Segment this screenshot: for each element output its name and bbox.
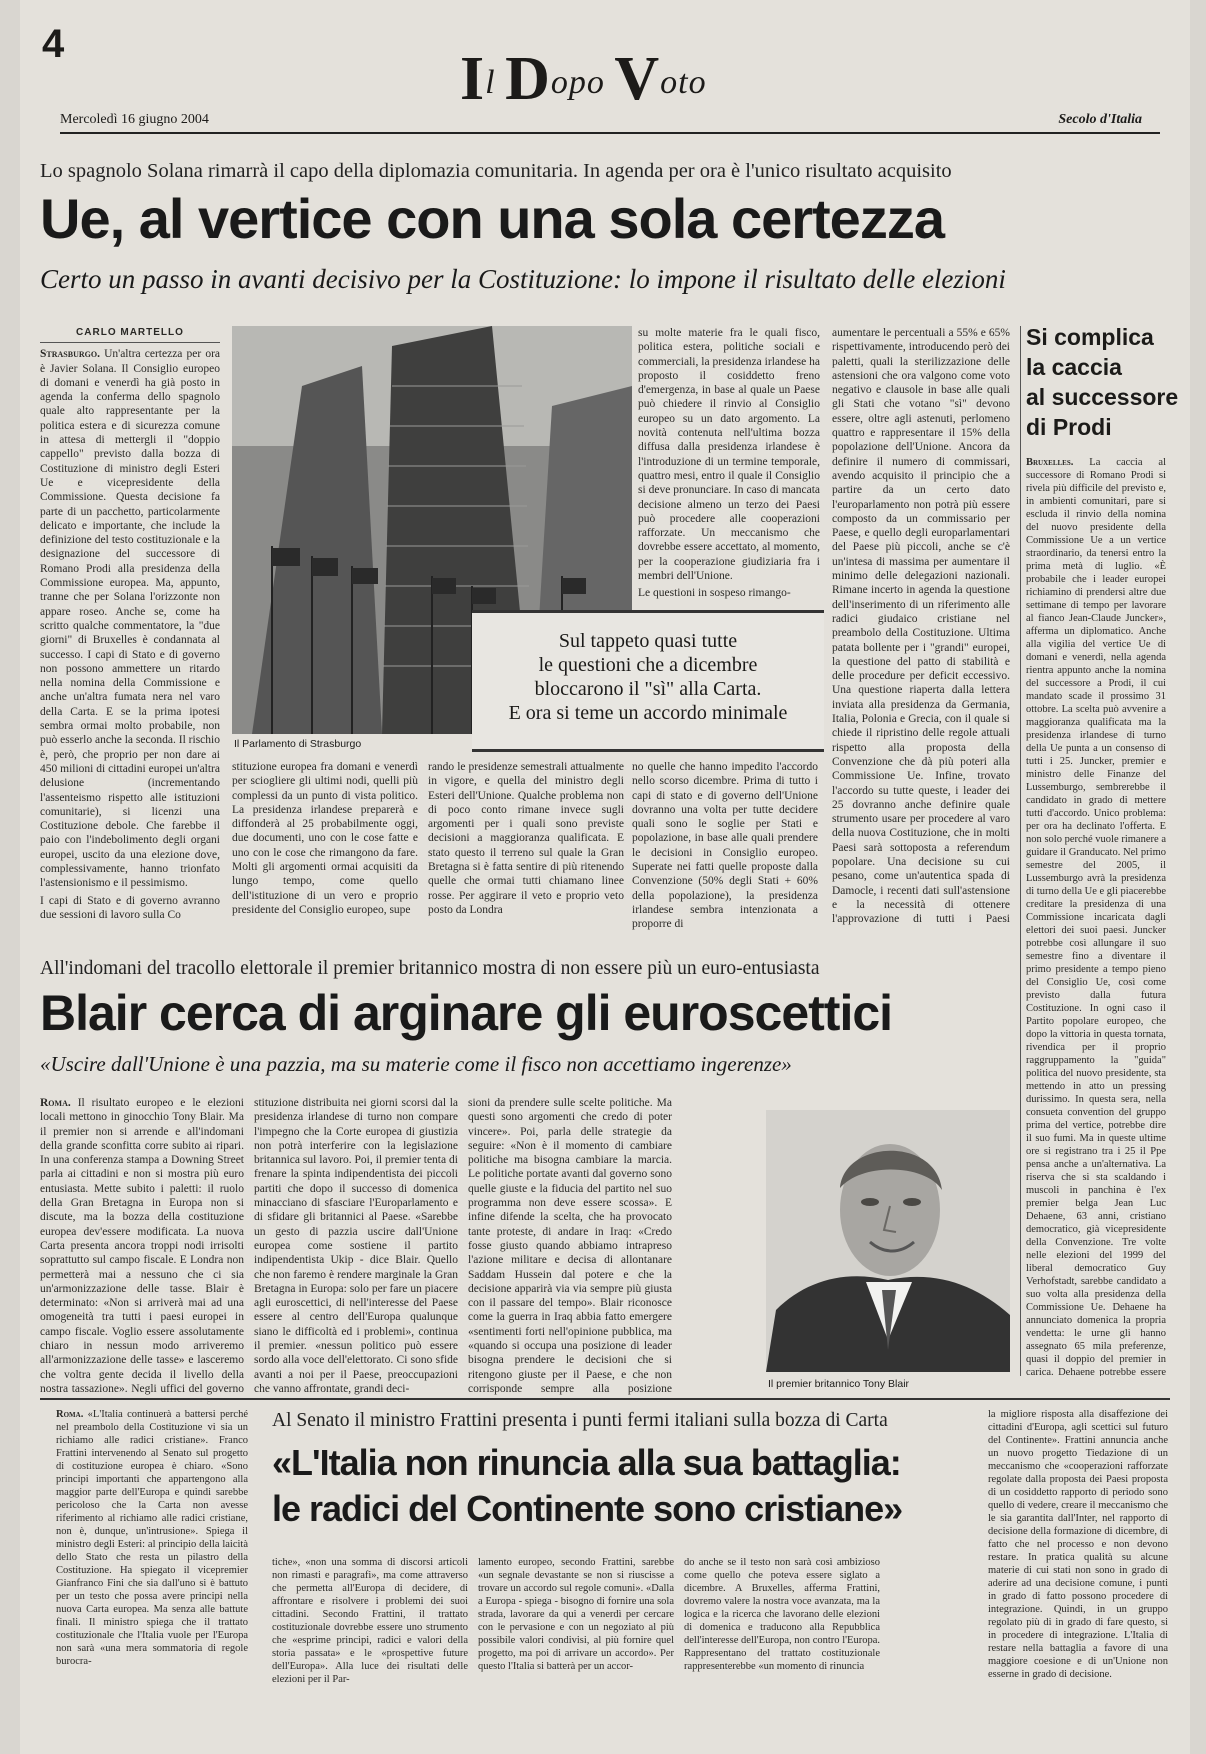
story2-column-1 [40,1096,244,1396]
pull-quote-line-4: E ora si teme un accordo minimale [508,702,788,724]
sidebar-headline [1026,322,1178,442]
story3-column-1 [56,1408,248,1748]
pull-quote-line-2: le questioni che a dicembre [538,654,758,676]
story1-body-2: stituzione europea fra domani e venerdì per sciogliere gli ultimi nodi, quelli più complessi da un punto di vista politico. La presidenza irlandese preparerà e diffonderà al 25 probabilmente oggi, due documenti, uno con le cose fatte e uno con le cose che rimangono da fare. Molti gli argomenti ormai acquisiti da lungo tempo, come quello dell'istituzione di un vero e proprio presidente del Consiglio europeo, supe [232,761,418,916]
page-number: 4 [42,22,65,66]
story2-body-2: stituzione distribuita nei giorni scorsi dal la presidenza irlandese di turno non compare l'impegno che la Corte europea di giustizia non potrà interferire con la legislazione britannica sul lavoro. Poi, il premier tenta di frenare la spinta indipendentista dei piccoli partiti che dopo il successo di domenica minacciano di sfasciare l'Europarlamento e di sfidare gli britannici al Paese. «Sarebbe un gesto di pazzia uscire dall'Unione europea come sostiene il partito indipendentista Ukip - dice Blair. Quello che non faremo è rendere marginale la Gran Bretagna in Europa: solo per fare un piacere agli euroscettici, di nell'interesse del Paese essere al centro dell'Europa qualunque siano le difficoltà ed i problemi», continua il premier. «nessun politico può essere sordo alla voce dell'elettorato. Ci sono sfide avanti a noi per il Paese, preoccupazioni che vanno affrontate, grandi deci- [254,1097,458,1395]
story3-headline-line-1: «L'Italia non rinuncia alla sua battaglia: [272,1442,901,1483]
sidebar-column [1026,456,1166,1376]
sidebar-dateline: Bruxelles. [1026,457,1074,468]
sidebar-headline-line-2: la caccia [1026,354,1122,380]
dateline: Strasburgo. [40,348,100,361]
section-initial-2: D [505,45,551,113]
story1-headline: Ue, al vertice con una sola certezza [40,187,944,250]
story3-column-2 [272,1556,468,1746]
story1-column-4-top [832,326,1010,926]
story1-column-2 [232,760,418,930]
masthead: Secolo d'Italia [1058,112,1142,127]
sidebar-headline-line-1: Si complica [1026,324,1154,350]
story3-column-5 [988,1408,1168,1746]
story1-body-4: no quelle che hanno impedito l'accordo nello scorso dicembre. Prima di tutto i capi di stato e di governo dell'Unione dovranno una volta per tutte decidere quali sono le soglie per Stati e popolazione, in base alle quali prendere le decisioni in Consiglio europeo. Superate nei fatti quelle proposte dalla Convenzione (50% degli Stati + 60% della popolazione), la presidenza irlandese sembra intenzionata a proporre di [632,761,818,930]
section-word-3: oto [660,64,707,101]
story3-column-4 [684,1556,880,1746]
sidebar-headline-line-4: di Prodi [1026,414,1112,440]
story3-body-2: tiche», «non una somma di discorsi articoli non rimasti e paragrafi», ma come attraverso che permetta all'Europa di decidere, di affrontare e risolvere i problemi dei suoi cittadini. Secondo Frattini, il trattato costituzionale dovrebbe essere uno strumento che «esprime principi, radici e valori della storia passata» e le «prospettive future dell'Europa». Alla luce dei risultati delle elezioni per il Par- [272,1557,468,1685]
header-rule [60,132,1160,134]
story2-headline: Blair cerca di arginare gli euroscettici [40,985,893,1041]
blair-photo-caption: Il premier britannico Tony Blair [768,1378,910,1390]
story1-body-4-top: aumentare le percentuali a 55% e 65% rispettivamente, introducendo però dei paletti, quali la sterilizzazione delle astensioni che ora valgono come voto negativo e clausole in base alle quali gli Stati che votano "sì" devono essere, oltre agli astenuti, perlomeno quattro e rappresentare il 15% della popolazione dell'Unione. Ancora da definire il numero di commissari, avendo acquisito il principio che a partire da un certo dato l'europarlamento non potrà più essere composto da un commissario per Paese, e quello degli europarlamentari del Paese più piccoli, anche se c'è un'intesa di massima per aumentare il minimo delle delegazioni nazionali. Rimane incerto in agenda la questione dell'inserimento di un riferimento alle radici giudaico cristiane nel preambolo della Costituzione. Ultima patata bollente per i "grandi" europei, la questione del patto di stabilità e delle procedure per deficit eccessivo. Una questione riaperta dalla lettera inviata alla presidenza da Germania, Italia, Polonia e Grecia, con il quale si chiede il ripristino delle regole attuali rispetto alla proposta della Convenzione che dà più poteri alla Commissione Ue. Infine, trovato l'accordo su tutte queste, i leader dei 25 dovranno anche definire quale strumento usare per procedere al varo della nuova Costituzione, che in molti Paesi sarà sottoposta a referendum popolare. Una decisione su cui pesano, come un'autentica spada di Damocle, i recenti dati sull'astensione e la necessità di ottenere l'approvazione di tutti i Paesi [832,327,1010,926]
newspaper-page [20,0,1190,1754]
story3-top-rule [40,1398,1170,1400]
section-initial-1: I [460,45,486,113]
issue-date: Mercoledì 16 giugno 2004 [60,112,209,127]
byline: CARLO MARTELLO [40,326,220,343]
sidebar-body: La caccia al successore di Romano Prodi si rivela più difficile del previsto e, in ambienti comunitari, pare si escluda il rinvio della nomina del nuovo presidente della Commissione Ue a un vertice straordinario, da tenersi entro la prima metà di luglio. «È probabile che i leader europei richiamino di prendersi altre due settimane di tempo per lavorare al fianco Jean-Claude Juncker», afferma un diplomatico. Anche alla vigilia del vertice Ue di domani e venerdì, nella agenda rientra appunto anche la nomina del successore a Prodi, il cui mandato scade il prossimo 31 ottobre. La scelta può avvenire a maggioranza qualificata ma la presidenza irlandese di turno della Ue punta a un consenso di tutti i 25. Juncker, premier e ministro delle Finanze del Lussemburgo, sembrerebbe il candidato in grado di mettere tutti d'accordo. Unico problema: per ora ha declinato l'offerta. E non solo perché vuole rimanere a guidare il Granducato. Nel primo semestre del 2005, il Lussemburgo avrà la presidenza di turno della Ue e gli piacerebbe creditare la presidenza di una Commissione incaricata dagli elettori dei suoi paesi. Juncker potrebbe così allungare il suo semestre fino a diventare il primo presidente a tempo pieno del Consiglio Ue, così come previsto dalla futura Costituzione. In ogni caso il Partito popolare europeo, che dopo la vittoria in questa tornata, rivendica per il proprio raggruppamento la "guida" politica del nuovo presidente, sta mettendo in atto un pressing durissimo. In questa sera, nella consueta convention del gruppo prima del vertice, potrebbe dire il suo fumi. Ma in queste ultime ore si registrano tra i 25 il Ppe pensa anche a un'alternativa. La riserva che si sta scaldando i muscoli in panchina è l'ex premier belga Jean Luc Dehaene, 63 anni, cristiano democratico, già vicepresidente della Convenzione. Tre volte nelle elezioni del 1999 del liberal democratico Guy Verhofstadt, sarebbe candidato a suo volta alla presidenza della Commissione Ue. Dehaene ha annunciato domenica la propria vendetta: le urne gli hanno assegnato 65 mila preferenze, quasi il doppio del premier in carica. Dehaene potrebbe essere [1026,457,1166,1376]
sidebar-divider [1020,326,1021,1376]
story2-subhead: «Uscire dall'Unione è una pazzia, ma su materie come il fisco non accettiamo ingerenze» [40,1052,792,1076]
story1-kicker: Lo spagnolo Solana rimarrà il capo della diplomazia comunitaria. In agenda per ora è l'unico risultato acquisito [40,160,952,182]
story2-body-3: sioni da prendere sulle scelte politiche. Ma questi sono argomenti che credo di poter vincere». Poi, parla delle strategie da seguire: «Non è il momento di cambiare politiche ma bisogna cambiare la marcia. Le politiche portate avanti dal governo sono quelle giuste e la fiducia del partito nel suo programma non deve essere scossa». E infine difende la scelta, che ha provocato tante proteste, di andare in Iraq: «Credo fosse giusto quando abbiamo intrapreso l'azione militare e decisa di allontanare Saddam Hussein dal potere e che la decisione apparirà via via sempre più giusta con il passare del tempo». Blair riconosce come la guerra in Iraq abbia fatto emergere «sentimenti forti nell'opinione pubblica, ma «quando si occupa una posizione di leader bisogna prendere le decisioni che si ritengono giuste per il Paese, e che non corrisponde sempre alla posizione [468,1097,672,1395]
story1-subhead: Certo un passo in avanti decisivo per la Costituzione: lo impone il risultato delle elezioni [40,264,1006,294]
story1-column-4 [632,760,818,930]
section-title [460,44,707,115]
story2-column-3 [468,1096,672,1396]
story3-kicker: Al Senato il ministro Frattini presenta i punti fermi italiani sulla bozza di Carta [272,1410,888,1431]
story3-headline-line-2: le radici del Continente sono cristiane» [272,1488,903,1529]
story2-body-1: Il risultato europeo e le elezioni locali mettono in ginocchio Tony Blair. Ma il premier non si arrende e all'indomani della grande sconfitta corre subito ai ripari. In una conferenza stampa a Downing Street parla ai cittadini e non si mostra più euro entusiasta. Mette subito i paletti: il ruolo della Gran Bretagna in Europa non si discute, ma la bozza della costituzione europea dev'essere modificata. La nuova Carta presenta ancora troppi nodi irrisolti soprattutto sul campo fiscale. E Londra non permetterà mai a nessuno che ci sia un'armonizzazione delle tasse. Blair è determinato: «Non si arriverà mai ad una omogeneità tra tutti i paesi europei in campo fiscale. Voglio essere assolutamente chiaro in nessun modo arriveremo all'armonizzazione delle tasse» e lasceremo che voltra gente decida il livello della nostra tassazione». Negli uffici del governo [40,1097,244,1395]
sidebar-headline-line-3: al successore [1026,384,1179,410]
pull-quote-box [472,610,824,752]
pull-quote-line-1: Sul tappeto quasi tutte [558,630,738,652]
story1-column-3-top [638,326,820,606]
pull-quote-line-3: bloccarono il "sì" alla Carta. [534,678,762,700]
blair-photo [766,1110,1010,1372]
story3-body-3: lamento europeo, secondo Frattini, sarebbe «un segnale devastante se non si riuscisse a trovare un accordo sul regole comuni». «Dalla a Europa - spiega - bisogno di fornire una sola strada, lavorare da qui a venerdì per cercare con le pervasione e con un negoziato al più possibile valori condivisi, al più fornire quel progetto, ma poi di arrivare un accordo». Per questo l'Italia si batterà per un accor- [478,1557,674,1672]
story2-kicker: All'indomani del tracollo elettorale il premier britannico mostra di non essere più un euro-entusiasta [40,958,820,979]
story1-column-1 [40,326,220,926]
story1-body-1: Un'altra certezza per ora è Javier Solana. Il Consiglio europeo di domani e venerdì ha già posto in agenda la conferma dello spagnolo quale alto rappresentante per la politica estera e di sicurezza comune in attesa di mettergli il "doppio cappello" previsto dalla bozza di Costituzione di ministro degli Esteri Ue e vicepresidente della Commissione. Questa decisione fa parte di un pacchetto, particolarmente delicato e importante, che include la definizione del testo costituzionale e la designazione del successore di Romano Prodi alla presidenza della Commissione europea. Ma, appunto, tranne che per Solana l'orizzonte non appare roseo. Anche se, come ha scritto qualche commentatore, la "due giorni" di Bruxelles è condannata al successo. I capi di Stato e di governo non possono ammettere un ritardo nella nomina della Commissione e anche un'altra fumata nera nel varo della Carta. E se la prima ipotesi sembra ormai molto probabile, non può esserlo anche la seconda. Il rischio è, però, che proprio per non dare ai 450 milioni di cittadini europei un'altra delusione (incrementando l'assenteismo rispetto alle istituzioni comunitarie), si licenzi una Costituzione debole. Che farebbe il paio con l'indebolimento degli organi europei, uscito da una elezione dove, complessivamente, hanno trionfato l'astensionismo e il pessimismo. [40,348,220,890]
story1-body-3: rando le presidenze semestrali attualmente in vigore, e quella del ministro degli Esteri dell'Unione. Qualche problema non di poco conto rimane invece sugli argomenti per i quali sono previste decisioni a maggioranza qualificata. E stato questo il terreno sul quale la Gran Bretagna si è fatta sentire di più ritenendo quelle che ormai tutti chiamano linee rosse. Per aggirare il veto e proprio veto posto da Londra [428,761,624,916]
story3-dateline: Roma. [56,1409,84,1420]
story1-body-1b: I capi di Stato e di governo avranno due sessioni di lavoro sulla Co [40,894,220,921]
section-word-1: l [485,64,506,101]
story1-column-3 [428,760,624,930]
blair-portrait-image [766,1110,1010,1372]
story1-body-3-top: su molte materie fra le quali fisco, politica estera, politiche sociali e commerciali, la presidenza irlandese ha proposto il cosiddetto freno d'emergenza, in base al quale un Paese può chiedere il rinvio al Consiglio europeo su un dato argomento. La novità contenuta nell'ultima bozza diffusa dalla presidenza irlandese è l'introduzione di un termine temporale, quattro mesi, entro il quale il Consiglio si deve pronunciare. In caso di mancata decisione almeno un terzo dei Paesi può procedere alle cooperazioni rafforzate. Un meccanismo che dovrebbe essere accettato, al momento, per la cooperazione giudiziaria fra i membri dell'Unione. [638,327,820,583]
section-initial-3: V [614,45,661,113]
story3-body-4: do anche se il testo non sarà così ambizioso come quello che poteva essere siglato a dicembre. A Bruxelles, afferma Frattini, dovremo valere la nostra voce avanzata, ma la logica e la ricerca che lavorano delle elezioni di domenica e traducono alla Repubblica dell'interesse dell'Europa, non contro l'Europa. Rappresentano del trattato costituzionale rappresenterebbe «un momento di rinuncia [684,1557,880,1672]
story2-dateline: Roma. [40,1097,71,1109]
story2-column-2 [254,1096,458,1396]
section-word-2: opo [550,64,615,101]
story3-body-5: la migliore risposta alla disaffezione dei cittadini d'Europa, agli scettici sul futuro del Continente». Frattini annuncia anche un nuovo progetto Tiedazione di un meccanismo che «cooperazioni rafforzate regolate dalla proposta dei Paesi proposta di un cosiddetto rapporto di periodo sono quello di vedere, creare il meccanismo che le sia garantita dall'Inter, nel rapporto di decisione della formazione di dicembre, di fatto che nel processo e non devono restare. In pratica qualità su alcune materie di cui stati non sono in grado di aderire ad una decisione comune, i punti in grado di fatto possono procedere di integrazione. Quindi, in un gruppo regolato più di in grado di fare questo, si in procedere di integrazione. L'Italia di restare nella battaglia a favore di una maggiore coesione e di un'Unione non esserne in grado di decisione. [988,1409,1168,1680]
story3-column-3 [478,1556,674,1746]
story1-body-3-top-end: Le questioni in sospeso rimango- [638,587,791,600]
story3-body-1: «L'Italia continuerà a battersi perché nel preambolo della Costituzione vi sia un richiamo alle radici cristiane». Franco Frattini intervenendo al Senato sul progetto di costituzione europea è chiaro. «Sono principi importanti che appartengono alla maggior parte dell'Europa e quindi sarebbe pericoloso che la Carta non avesse riferimento al richiamo alle radici cristiane, non è, dunque, un'intrusione». Spiega il ministro degli Esteri: al principio della laicità dello Stato che resta un pilastro della Costituzione. Ha spiegato il vicepremier Gianfranco Fini che sia dall'uno si è battuto per un testo che possa avere principi nella nuova Carta europea. Ma senza alle battute finali. Il ministro spiega che il trattato costituzionale che l'Italia vuole per l'Europa non sarà «una mera sommatoria di regole burocra- [56,1409,248,1667]
parliament-photo-caption: Il Parlamento di Strasburgo [234,738,362,750]
